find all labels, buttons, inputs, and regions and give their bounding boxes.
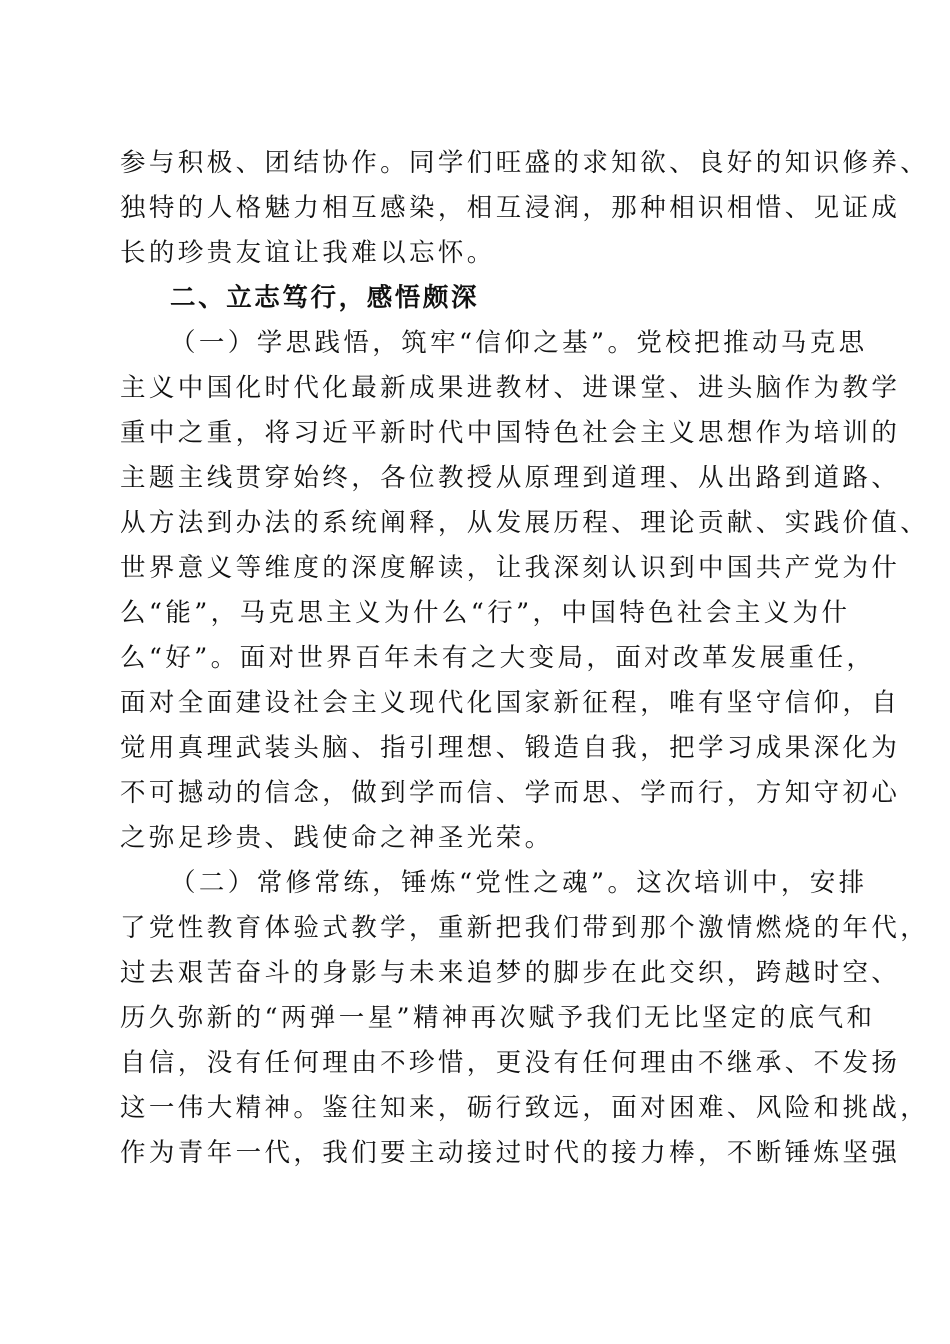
paragraph-line: 主题主线贯穿始终，各位教授从原理到道理、从出路到道路、 xyxy=(120,463,901,493)
section-heading: 二、立志笃行，感悟颇深 xyxy=(170,283,480,313)
paragraph-line: 参与积极、团结协作。同学们旺盛的求知欲、良好的知识修养、 xyxy=(120,148,930,178)
paragraph-line: 主义中国化时代化最新成果进教材、进课堂、进头脑作为教学 xyxy=(120,373,901,403)
paragraph-line: 历久弥新的“两弹一星”精神再次赋予我们无比坚定的底气和 xyxy=(120,1003,876,1033)
paragraph-line: （二）常修常练，锤炼“党性之魂”。这次培训中，安排 xyxy=(170,868,868,898)
paragraph-line: 不可撼动的信念，做到学而信、学而思、学而行，方知守初心 xyxy=(120,778,901,808)
paragraph-line: 觉用真理武装头脑、指引理想、锻造自我，把学习成果深化为 xyxy=(120,733,901,763)
paragraph-line: 独特的人格魅力相互感染，相互浸润，那种相识相惜、见证成 xyxy=(120,193,901,223)
paragraph-line: 自信，没有任何理由不珍惜，更没有任何理由不继承、不发扬 xyxy=(120,1048,901,1078)
paragraph-line: 长的珍贵友谊让我难以忘怀。 xyxy=(120,238,496,268)
paragraph-line: 么“好”。面对世界百年未有之大变局，面对改革发展重任， xyxy=(120,643,876,673)
paragraph-line: （一）学思践悟，筑牢“信仰之基”。党校把推动马克思 xyxy=(170,328,868,358)
paragraph-line: 了党性教育体验式教学，重新把我们带到那个激情燃烧的年代， xyxy=(120,913,930,943)
paragraph-line: 之弥足珍贵、践使命之神圣光荣。 xyxy=(120,823,554,853)
paragraph-line: 过去艰苦奋斗的身影与未来追梦的脚步在此交织，跨越时空、 xyxy=(120,958,901,988)
paragraph-line: 面对全面建设社会主义现代化国家新征程，唯有坚守信仰，自 xyxy=(120,688,901,718)
paragraph-line: 么“能”，马克思主义为什么“行”，中国特色社会主义为什 xyxy=(120,598,851,628)
paragraph-line: 从方法到办法的系统阐释，从发展历程、理论贡献、实践价值、 xyxy=(120,508,930,538)
paragraph-line: 作为青年一代，我们要主动接过时代的接力棒，不断锤炼坚强 xyxy=(120,1138,901,1168)
paragraph-line: 重中之重，将习近平新时代中国特色社会主义思想作为培训的 xyxy=(120,418,901,448)
paragraph-line: 这一伟大精神。鉴往知来，砺行致远，面对困难、风险和挑战， xyxy=(120,1093,930,1123)
paragraph-line: 世界意义等维度的深度解读，让我深刻认识到中国共产党为什 xyxy=(120,553,901,583)
